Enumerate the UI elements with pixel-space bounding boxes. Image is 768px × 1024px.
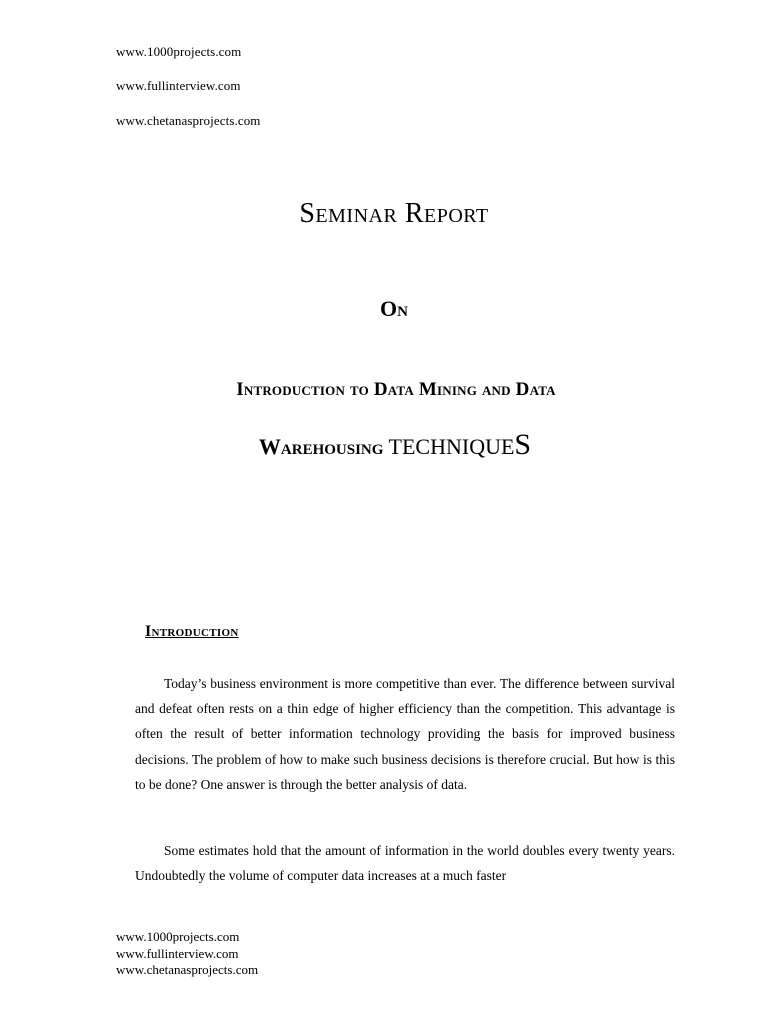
header-link-1000projects[interactable]: www.1000projects.com [116, 44, 242, 59]
header-link-fullinterview[interactable]: www.fullinterview.com [116, 78, 241, 93]
subtitle-line-1: Introduction to Data Mining and Data [236, 379, 556, 400]
subtitle-word-warehousing: Warehousing [258, 434, 384, 459]
subtitle-letter-s: S [514, 428, 532, 461]
footer-links [116, 929, 258, 979]
title-connector: On [380, 296, 408, 321]
footer-link-1000projects[interactable]: www.1000projects.com [116, 929, 240, 944]
subtitle-word-technique: TECHNIQUE [383, 434, 515, 459]
footer-link-chetanasprojects[interactable]: www.chetanasprojects.com [116, 962, 259, 977]
header-link-chetanasprojects[interactable]: www.chetanasprojects.com [116, 113, 261, 128]
section-heading-introduction: Introduction [145, 623, 239, 640]
report-title: Seminar Report [299, 198, 489, 229]
subtitle-line-2 [0, 428, 768, 462]
paragraph-2: Some estimates hold that the amount of information in the world doubles every twenty years. Undoubtedly the volume of computer data increases at a much faster [135, 843, 675, 884]
paragraph-1: Today’s business environment is more competitive than ever. The difference between survival and defeat often rests on a thin edge of higher efficiency than the competition. This advantage is often the result of better information technology providing the basis for improved business decisions. The problem of how to make such business decisions is therefore crucial. But how is this to be done? One answer is through the better analysis of data. [135, 676, 675, 792]
footer-link-fullinterview[interactable]: www.fullinterview.com [116, 945, 239, 961]
